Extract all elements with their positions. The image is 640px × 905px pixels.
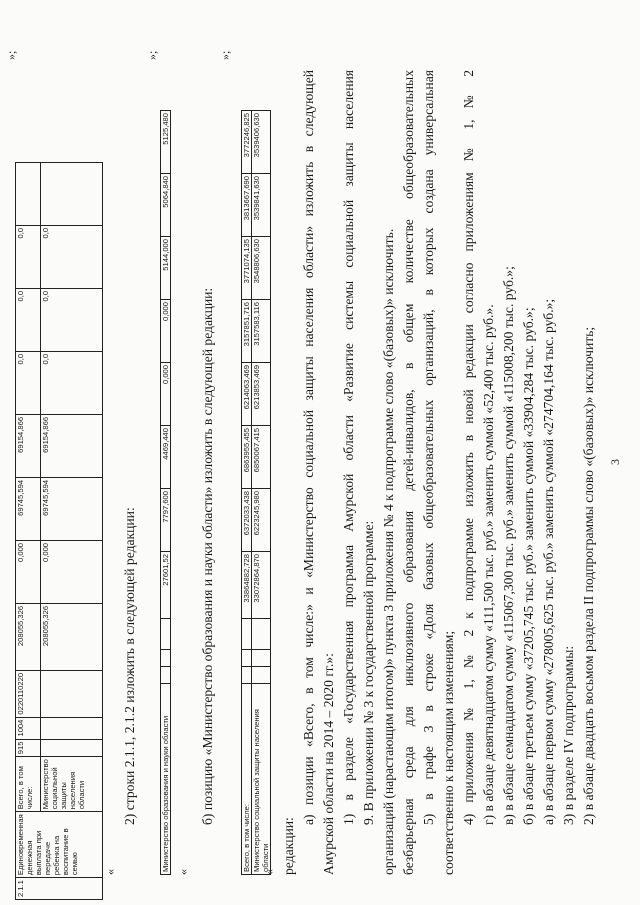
table-row (16, 162, 41, 899)
cell-value: 0,0 (41, 225, 103, 288)
cell-value: 0,0 (41, 288, 103, 351)
cell-label: Всего, в том числе: (16, 757, 41, 812)
cell-value: 5125,480 (161, 111, 171, 174)
cell-value: 3157583,116 (252, 300, 271, 363)
cell-value: 69154,866 (41, 414, 103, 477)
table-row (41, 162, 103, 899)
close-quote: »; (218, 50, 232, 60)
cell-empty (41, 670, 103, 717)
cell-label: Министерство социальной защиты населения области (252, 684, 271, 875)
cell-value: 7797,600 (161, 489, 171, 552)
cell-value: 6214063,469 (242, 363, 252, 426)
cell-empty (242, 619, 252, 650)
cell-value: 4469,440 (161, 426, 171, 489)
cell-value: 3771074,135 (242, 237, 252, 300)
cell-empty (242, 650, 252, 667)
cell-empty (161, 619, 171, 650)
cell-value: 3813667,690 (242, 174, 252, 237)
cell-row-number: 2.1.1 (16, 878, 103, 900)
cell-value: 0,000 (41, 540, 103, 603)
cell-value: 0,0 (41, 351, 103, 414)
cell-value: 6850067,415 (252, 426, 271, 489)
cell-value: 3548806,630 (252, 237, 271, 300)
cell-value: 208055,326 (41, 603, 103, 670)
cell-label: Министерство социальной защиты населения области (41, 757, 103, 812)
cell-value: 3772246,825 (242, 111, 252, 174)
text-line: 4) приложения № 1, № 2 к подпрограмме изложить в новой редакции согласно приложениям № 1, № 2 (461, 70, 476, 825)
text-line: организаций (нарастающим итогом)» пункта 3 приложения № 4 к подпрограмме слово «(базовых)» исключить. (381, 228, 396, 875)
cell-value: 69154,866 (16, 414, 41, 477)
cell-empty (252, 650, 271, 667)
table-rows-2-1-1 (15, 162, 103, 900)
cell-value: 0,000 (161, 300, 171, 363)
text-line: г) в абзаце девятнадцатом сумму «111,500 тыс. руб.» заменить суммой «52,400 тыс. руб.». (481, 304, 496, 825)
cell-empty (41, 739, 103, 757)
cell-value: 0,000 (161, 363, 171, 426)
text-line: 9. В приложении № 3 к государственной программе: (361, 520, 376, 825)
cell-empty (252, 619, 271, 650)
cell-code: 1004 (16, 717, 41, 739)
cell-code: 0220110220 (16, 670, 41, 717)
cell-measure-name: Единовременная денежная выплата при передаче ребенка на воспитание в семью (16, 812, 103, 878)
cell-value: 0,000 (16, 540, 41, 603)
close-quote: »; (145, 50, 159, 60)
cell-value: 33864882,728 (242, 552, 252, 619)
cell-empty (252, 667, 271, 684)
text-line: а) в абзаце первом сумму «278005,625 тыс. руб.» заменить суммой «274704,164 тыс. руб.»; (541, 298, 556, 825)
table-row (252, 111, 271, 875)
cell-label: Министерство образования и науки области (161, 684, 171, 875)
cell-value: 0,0 (16, 351, 41, 414)
text-line: б) позицию «Министерство образования и науки области» изложить в следующей редакции: (200, 287, 215, 825)
text-line: 2) строки 2.1.1, 2.1.2 изложить в следующей редакции: (122, 507, 137, 825)
cell-value: 5144,000 (161, 237, 171, 300)
text-line: 5) в графе 3 в строке «Доля базовых общеобразовательных организаций, в которых создана универсальная (421, 70, 436, 825)
open-quote: « (103, 869, 117, 875)
cell-value: 6372033,438 (242, 489, 252, 552)
cell-value: 5064,840 (161, 174, 171, 237)
cell-empty (41, 717, 103, 739)
cell-value: 69745,594 (16, 477, 41, 540)
cell-code: 915 (16, 739, 41, 757)
text-line: а) позиции «Всего, в том числе:» и «Министерство социальной защиты населения области» изложить в следующей (301, 70, 316, 825)
cell-value: 3539406,630 (252, 111, 271, 174)
cell-value: 6213853,469 (252, 363, 271, 426)
table-ministry-education (160, 110, 171, 875)
cell-value: 3539841,630 (252, 174, 271, 237)
text-line: безбарьерная среда для инклюзивного образования детей-инвалидов, в общем количестве общеобразовательных (401, 70, 416, 875)
open-quote: « (262, 869, 276, 875)
cell-empty (242, 667, 252, 684)
text-line: 1) в разделе «Государственная программа Амурской области «Развитие системы социальной защиты населения (341, 70, 356, 825)
cell-empty (16, 162, 41, 225)
cell-empty (161, 650, 171, 667)
cell-value: 6863955,455 (242, 426, 252, 489)
cell-value: 27601,52 (161, 552, 171, 619)
open-quote: « (176, 869, 190, 875)
close-quote: »; (4, 50, 18, 60)
cell-value: 208055,326 (16, 603, 41, 670)
text-line: Амурской области на 2014 – 2020 гг.»: (321, 653, 336, 875)
cell-value: 0,0 (16, 225, 41, 288)
cell-empty (161, 667, 171, 684)
table-row (161, 111, 171, 875)
cell-value: 69745,594 (41, 477, 103, 540)
cell-empty (41, 162, 103, 225)
cell-label: Всего, в том числе: (242, 684, 252, 875)
text-line: соответственно к настоящим изменениям; (441, 630, 456, 875)
text-line: 3) в разделе IV подпрограммы: (561, 645, 576, 825)
text-line: 2) в абзаце двадцать восьмом раздела II подпрограммы слово «(базовых)» исключить; (581, 326, 596, 825)
text-line: в) в абзаце семнадцатом сумму «115067,300 тыс. руб.» заменить суммой «115008,200 тыс. руб.»; (501, 266, 516, 825)
table-totals (241, 110, 271, 875)
text-line: редакции: (281, 817, 296, 875)
cell-value: 0,0 (16, 288, 41, 351)
text-line: б) в абзаце третьем сумму «37205,745 тыс. руб.» заменить суммой «33904,284 тыс. руб.»; (521, 307, 536, 825)
cell-value: 33072864,870 (252, 552, 271, 619)
table-row (242, 111, 252, 875)
page-number: 3 (608, 459, 622, 465)
cell-value: 6223245,980 (252, 489, 271, 552)
cell-value: 3157851,716 (242, 300, 252, 363)
